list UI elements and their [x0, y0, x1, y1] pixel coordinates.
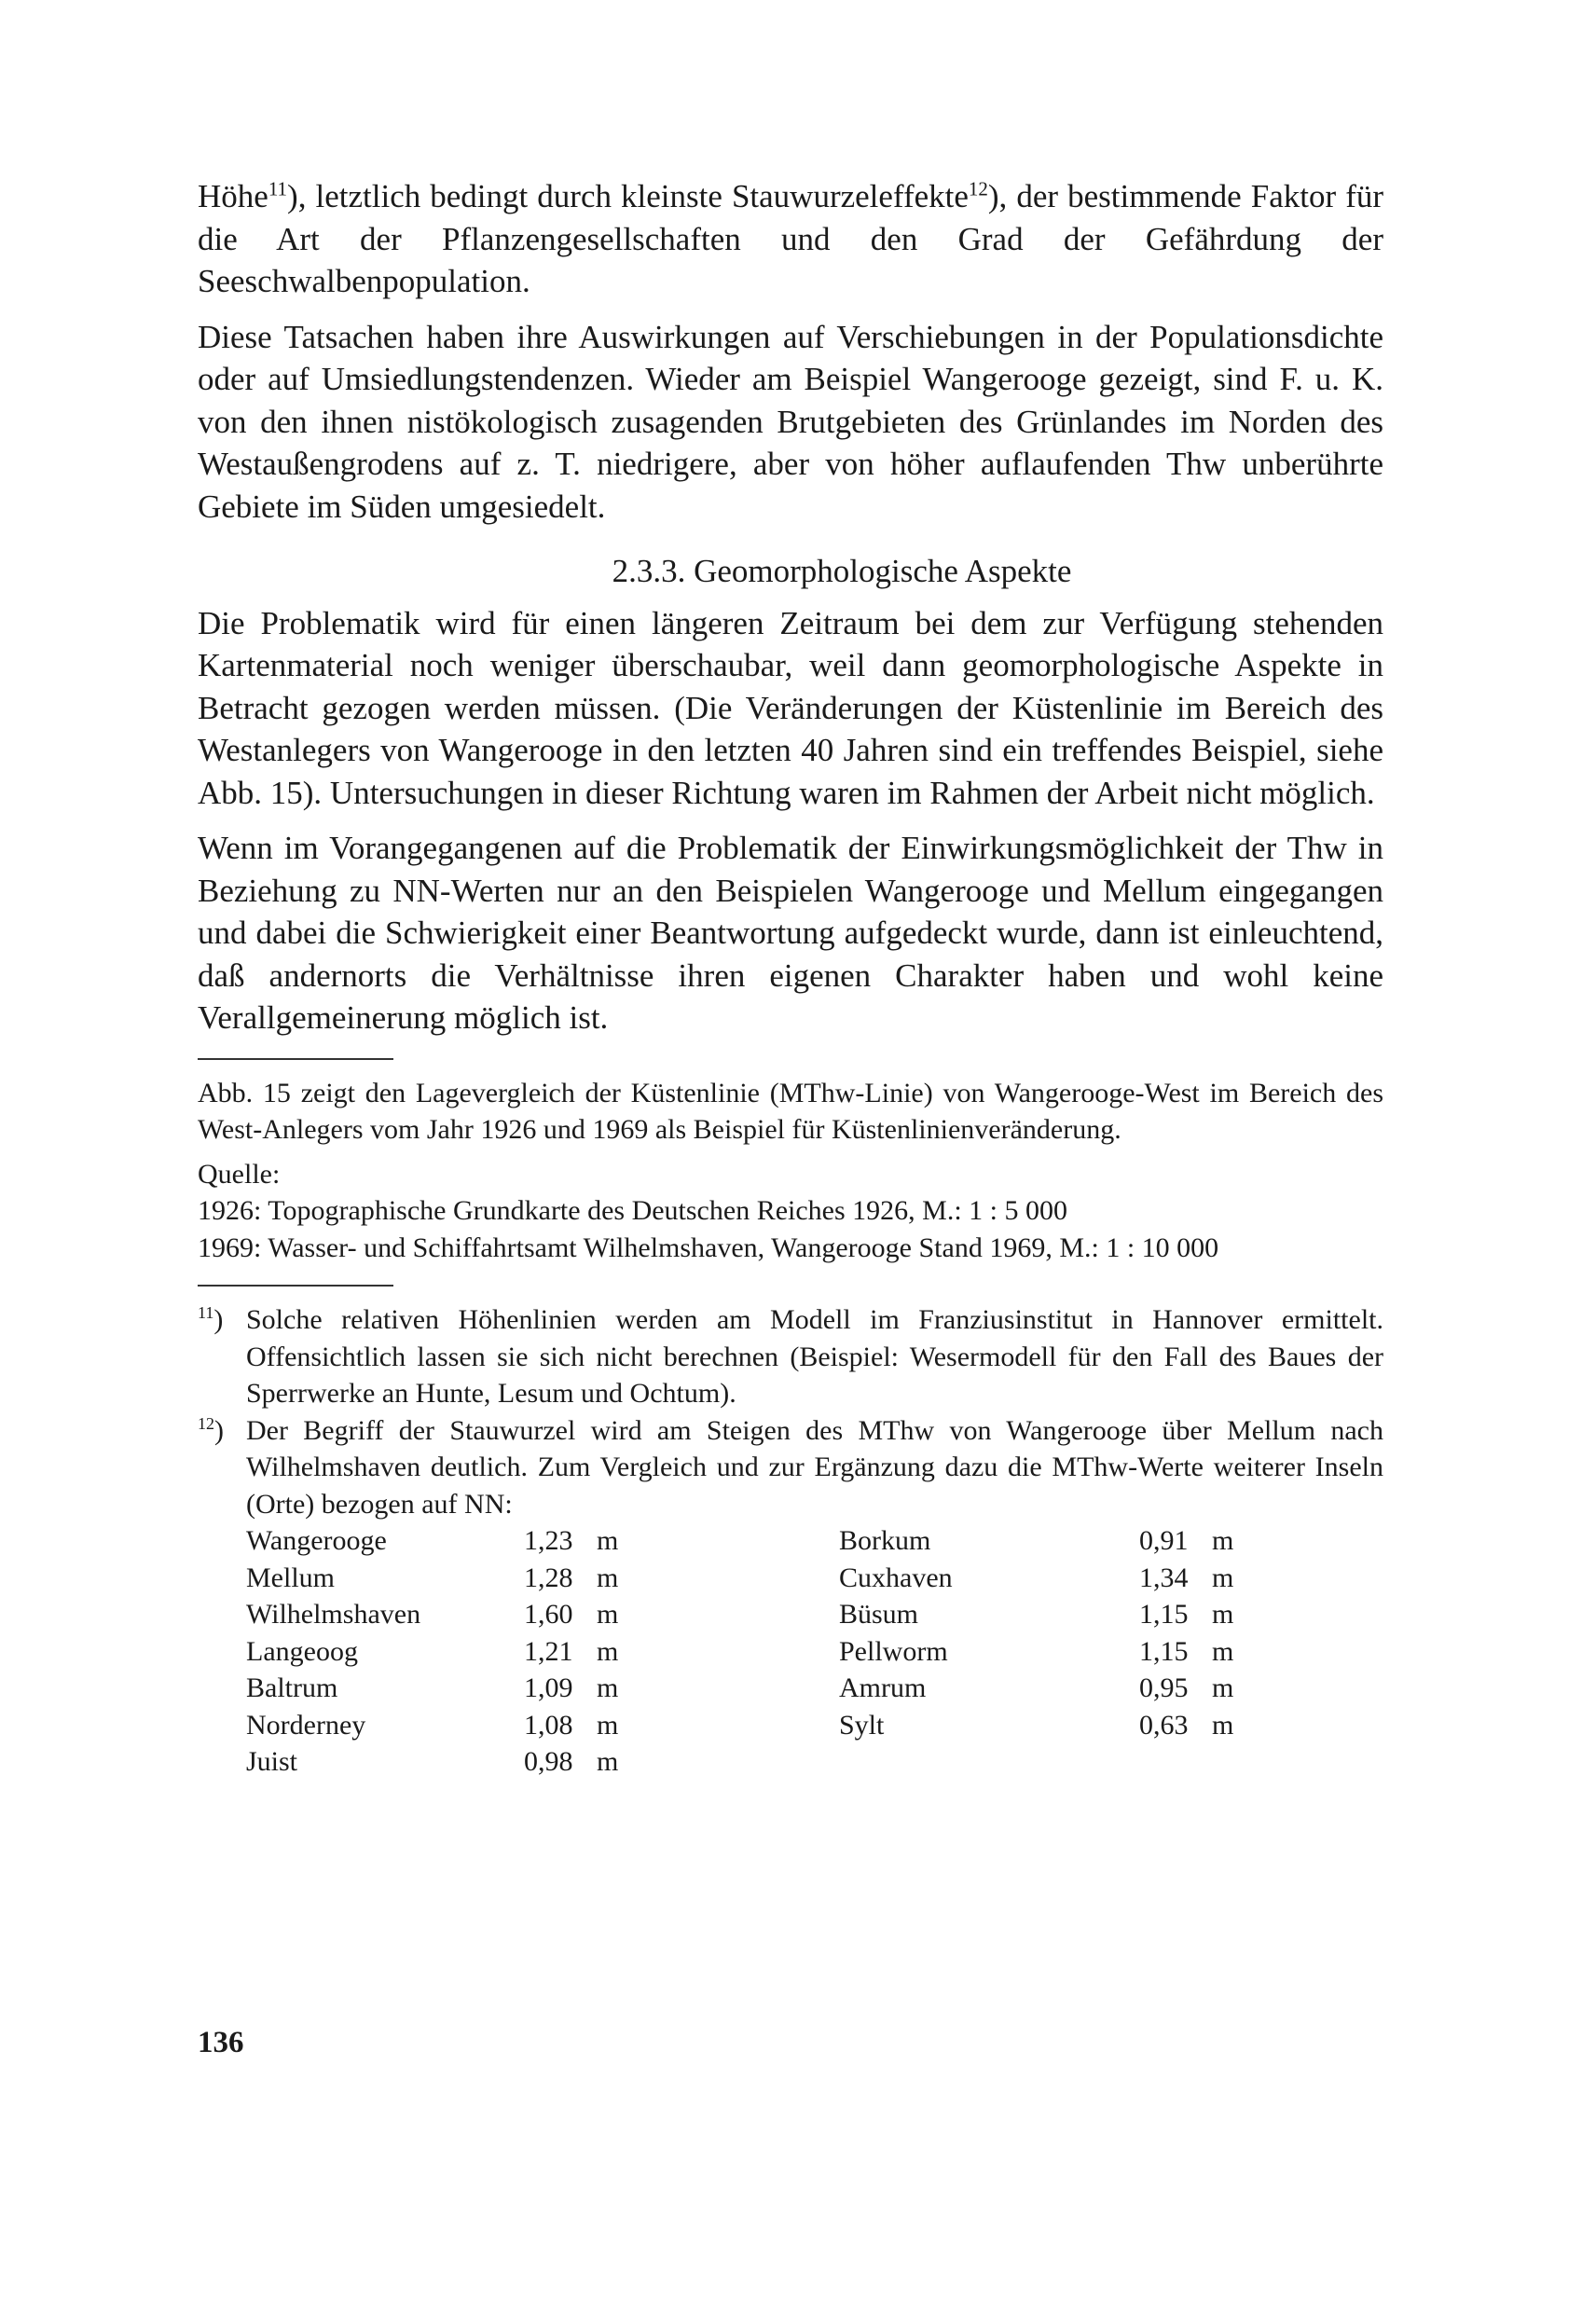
table-cell: 1,15 — [1139, 1635, 1189, 1667]
source-1969: 1969: Wasser- und Schiffahrtsamt Wilhelmshaven, Wangerooge Stand 1969, M.: 1 : 10 000 — [198, 1232, 1219, 1263]
footnote-text-12: Der Begriff der Stauwurzel wird am Steigen des MThw von Wangerooge über Mellum nach Wilhelmshaven deutlich. Zum Vergleich und zur Ergänzung dazu die MThw-Werte weiterer Inseln (Orte) bezogen auf NN: — [246, 1414, 1383, 1520]
mthw-table — [246, 1522, 1383, 1781]
table-cell: 0,98 — [524, 1746, 573, 1777]
divider-rule-footnotes — [198, 1285, 393, 1287]
table-cell: m — [597, 1562, 619, 1593]
footnote-ref-12[interactable]: 12 — [968, 177, 988, 200]
table-cell: Büsum — [839, 1599, 919, 1630]
table-cell: Norderney — [246, 1709, 366, 1741]
table-cell: 1,60 — [524, 1599, 573, 1630]
table-cell: 1,21 — [524, 1635, 573, 1667]
table-cell: 1,34 — [1139, 1562, 1189, 1593]
table-cell: m — [1212, 1672, 1234, 1703]
paragraph-tatsachen: Diese Tatsachen haben ihre Auswirkungen auf Verschiebungen in der Populationsdichte oder auf Umsiedlungstendenzen. Wieder am Beispiel Wangerooge gezeigt, sind F. u. K. von den ihnen nistökologisch zusagenden Brutgebieten des Grünlandes im Norden des Westaußengrodens auf z. T. niedrigere, aber von höher auflaufenden Thw unberührte Gebiete im Süden umgesiedelt. — [198, 318, 1383, 525]
table-cell: Wilhelmshaven — [246, 1599, 421, 1630]
table-cell: m — [1212, 1562, 1234, 1593]
table-row — [246, 1560, 1383, 1597]
table-row — [246, 1743, 1383, 1781]
table-row — [246, 1707, 1383, 1744]
paragraph-problematik: Die Problematik wird für einen längeren Zeitraum bei dem zur Verfügung stehenden Kartenmaterial noch weniger überschaubar, weil dann geomorphologische Aspekte in Betracht gezogen werden müssen. (Die Veränderungen der Küstenlinie im Bereich des Westanlegers von Wangerooge in den letzten 40 Jahren sind ein treffendes Beispiel, siehe Abb. 15). Untersuchungen in dieser Richtung waren im Rahmen der Arbeit nicht möglich. — [198, 604, 1383, 811]
table-cell: Mellum — [246, 1562, 335, 1593]
table-cell: Pellworm — [839, 1635, 948, 1667]
table-cell: Wangerooge — [246, 1525, 387, 1556]
paragraph-hoehe — [198, 175, 1383, 303]
table-row — [246, 1522, 1383, 1560]
table-row — [246, 1633, 1383, 1671]
table-cell: m — [1212, 1599, 1234, 1630]
table-cell: Baltrum — [246, 1672, 338, 1703]
table-cell: m — [597, 1599, 619, 1630]
table-cell: m — [597, 1672, 619, 1703]
table-cell — [839, 1743, 1139, 1781]
table-cell: 1,09 — [524, 1672, 573, 1703]
paragraph-hoehe-start: Höhe — [198, 178, 268, 214]
table-cell: m — [597, 1525, 619, 1556]
divider-rule — [198, 1058, 393, 1060]
footnote-ref-11[interactable]: 11 — [268, 177, 288, 200]
footnote-11 — [198, 1301, 1383, 1412]
table-cell: m — [597, 1709, 619, 1741]
figure-note: Abb. 15 zeigt den Lagevergleich der Küstenlinie (MThw-Linie) von Wangerooge-West im Bereich des West-Anlegers vom Jahr 1926 und 1969 als Beispiel für Küstenlinienveränderung. — [198, 1077, 1383, 1145]
table-cell — [1212, 1743, 1268, 1781]
table-cell: 0,95 — [1139, 1672, 1189, 1703]
table-cell: m — [597, 1635, 619, 1667]
table-cell: Borkum — [839, 1525, 931, 1556]
page-number: 136 — [198, 2026, 244, 2059]
footnote-12 — [198, 1412, 1383, 1523]
source-label: Quelle: — [198, 1158, 281, 1190]
paragraph-vorangegangenen: Wenn im Vorangegangenen auf die Problematik der Einwirkungsmöglichkeit der Thw in Beziehung zu NN-Werten nur an den Beispielen Wangerooge und Mellum eingegangen und dabei die Schwierigkeit einer Beantwortung aufgedeckt wurde, dann ist einleuchtend, daß andernorts die Verhältnisse ihren eigenen Charakter haben und wohl keine Verallgemeinerung möglich ist. — [198, 830, 1383, 1036]
footnote-mark-12: $^{12}$) — [198, 1413, 224, 1446]
table-cell: 1,15 — [1139, 1599, 1189, 1630]
footnote-mark-11: $^{11}$) — [198, 1303, 224, 1335]
table-cell: m — [1212, 1525, 1234, 1556]
table-cell: Langeoog — [246, 1635, 358, 1667]
table-cell: 1,08 — [524, 1709, 573, 1741]
paragraph-hoehe-end: ), der bestimmende Faktor für die Art der Pflanzengesellschaften und den Grad der Gefährdung der Seeschwalbenpopulation. — [198, 178, 1383, 299]
paragraph-hoehe-middle: ), letztlich bedingt durch kleinste Stauwurzeleffekte — [287, 178, 969, 214]
table-row — [246, 1670, 1383, 1707]
table-cell: 0,63 — [1139, 1709, 1189, 1741]
table-cell: Cuxhaven — [839, 1562, 953, 1593]
table-cell: Amrum — [839, 1672, 927, 1703]
section-heading: 2.3.3. Geomorphologische Aspekte — [612, 553, 1072, 589]
table-cell: 1,23 — [524, 1525, 573, 1556]
footnote-text-11: Solche relativen Höhenlinien werden am Modell im Franziusinstitut in Hannover ermittelt. Offensichtlich lassen sie sich nicht berechnen (Beispiel: Wesermodell für den Fall des Baues der Sperrwerke an Hunte, Lesum und Ochtum). — [246, 1304, 1383, 1409]
table-cell: Juist — [246, 1746, 298, 1777]
page-content — [198, 175, 1383, 1781]
table-cell: m — [597, 1746, 619, 1777]
table-cell: 1,28 — [524, 1562, 573, 1593]
table-cell — [1139, 1743, 1212, 1781]
table-row — [246, 1596, 1383, 1633]
table-cell: 0,91 — [1139, 1525, 1189, 1556]
table-cell: Sylt — [839, 1709, 885, 1741]
table-cell: m — [1212, 1709, 1234, 1741]
source-1926: 1926: Topographische Grundkarte des Deutschen Reiches 1926, M.: 1 : 5 000 — [198, 1195, 1068, 1226]
table-cell: m — [1212, 1635, 1234, 1667]
